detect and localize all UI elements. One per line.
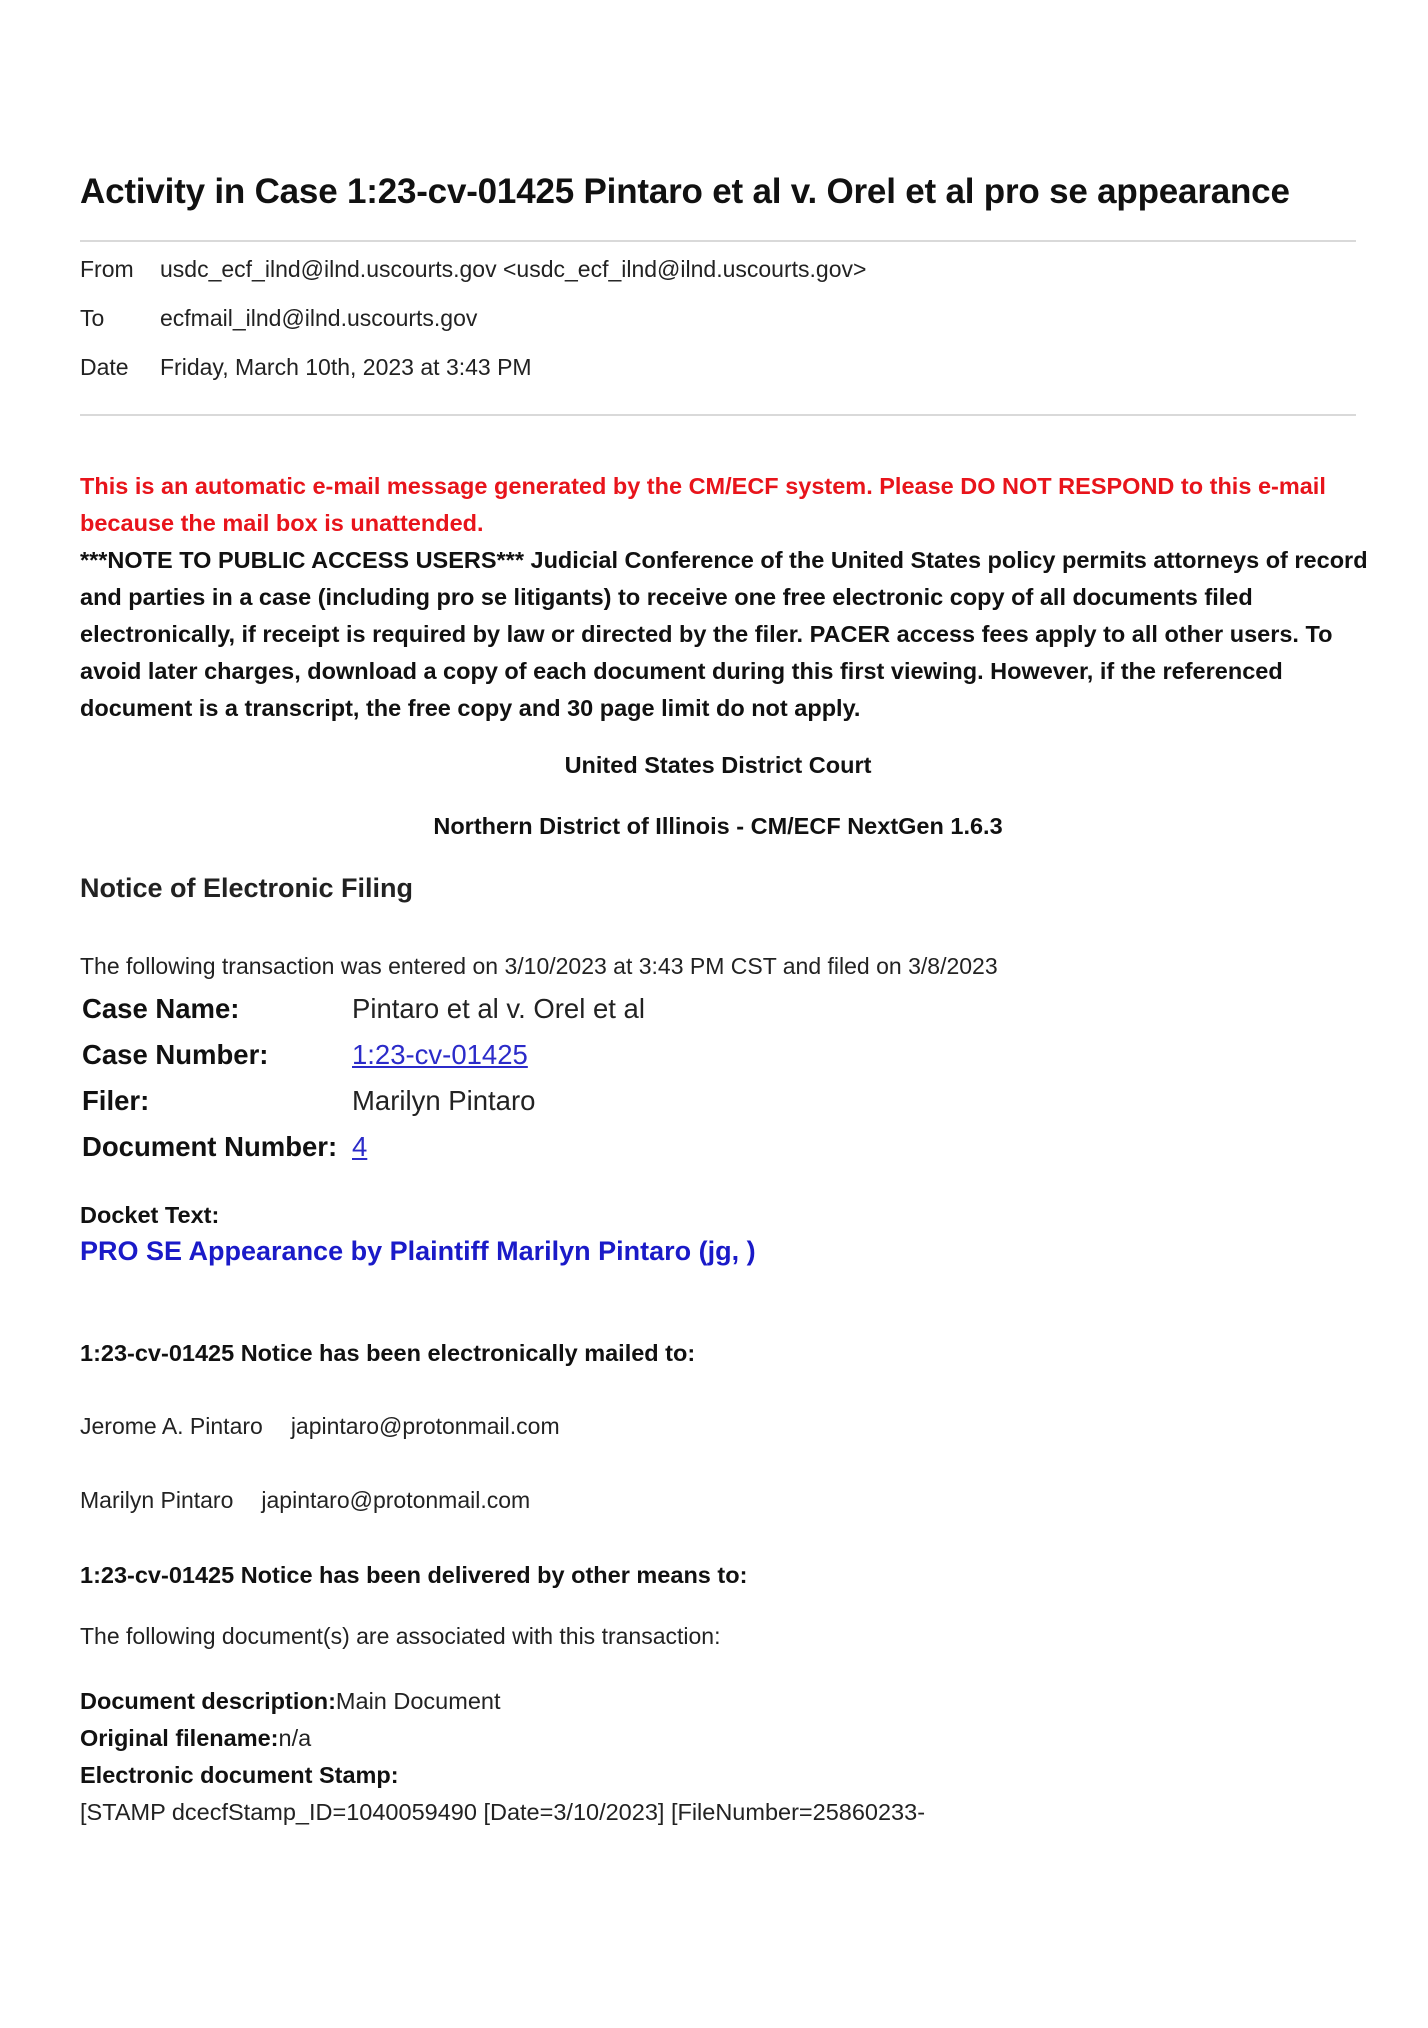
doc-description-row: [80, 1683, 925, 1720]
email-subject: Activity in Case 1:23-cv-01425 Pintaro et al v. Orel et al pro se appearance: [80, 172, 1290, 211]
emailed-to-header: 1:23-cv-01425 Notice has been electronically mailed to:: [80, 1340, 696, 1366]
court-name: United States District Court: [564, 752, 872, 778]
from-label: From: [80, 256, 134, 282]
original-filename-label: Original filename:: [80, 1725, 279, 1751]
doc-description-label: Document description:: [80, 1688, 336, 1714]
header-divider-bottom: [80, 414, 1356, 416]
header-to-row: [80, 305, 477, 332]
date-label: Date: [80, 354, 129, 380]
notice-paragraph: [80, 468, 1370, 727]
transaction-line: The following transaction was entered on 3/10/2023 at 3:43 PM CST and filed on 3/8/2023: [80, 953, 998, 979]
recipient-email: japintaro@protonmail.com: [290, 1413, 560, 1439]
other-means-header: 1:23-cv-01425 Notice has been delivered by other means to:: [80, 1562, 748, 1588]
document-number-row: [80, 1124, 647, 1170]
document-details: [80, 1683, 925, 1831]
header-from-row: [80, 256, 866, 283]
docket-text-label: Docket Text:: [80, 1202, 220, 1228]
document-number-link[interactable]: 4: [352, 1131, 368, 1162]
court-district: Northern District of Illinois - CM/ECF NextGen 1.6.3: [433, 813, 1003, 839]
recipient-email: japintaro@protonmail.com: [261, 1487, 531, 1513]
original-filename-value: n/a: [278, 1725, 312, 1751]
to-label: To: [80, 305, 105, 331]
header-divider-top: [80, 240, 1356, 242]
date-value: Friday, March 10th, 2023 at 3:43 PM: [160, 354, 532, 380]
recipient-name: Jerome A. Pintaro: [80, 1413, 263, 1439]
filer-value: Marilyn Pintaro: [352, 1085, 536, 1116]
case-number-label: Case Number:: [82, 1039, 269, 1070]
header-date-row: [80, 354, 532, 381]
document-number-label: Document Number:: [82, 1131, 338, 1162]
case-info-table: [80, 986, 647, 1170]
filer-row: [80, 1078, 647, 1124]
recipient-name: Marilyn Pintaro: [80, 1487, 234, 1513]
case-name-row: [80, 986, 647, 1032]
recipient-row: [80, 1487, 530, 1514]
case-name-label: Case Name:: [82, 993, 240, 1024]
from-value: usdc_ecf_ilnd@ilnd.uscourts.gov <usdc_ecf_ilnd@ilnd.uscourts.gov>: [160, 256, 867, 282]
case-name-value: Pintaro et al v. Orel et al: [352, 993, 645, 1024]
auto-email-warning: This is an automatic e-mail message generated by the CM/ECF system. Please DO NOT RESPOND to this e-mail because the mail box is unattended.: [80, 473, 1326, 536]
original-filename-row: [80, 1720, 925, 1757]
stamp-value: [STAMP dcecfStamp_ID=1040059490 [Date=3/10/2023] [FileNumber=25860233-: [80, 1799, 926, 1825]
recipient-row: [80, 1413, 560, 1440]
case-number-link[interactable]: 1:23-cv-01425: [352, 1039, 528, 1070]
stamp-label: Electronic document Stamp:: [80, 1762, 399, 1788]
public-access-note: ***NOTE TO PUBLIC ACCESS USERS*** Judicial Conference of the United States policy permits attorneys of record and parties in a case (including pro se litigants) to receive one free electronic copy of all documents filed electronically, if receipt is required by law or directed by the filer. PACER access fees apply to all other users. To avoid later charges, download a copy of each document during this first viewing. However, if the referenced document is a transcript, the free copy and 30 page limit do not apply.: [80, 547, 1368, 721]
doc-description-value: Main Document: [335, 1688, 501, 1714]
filer-label: Filer:: [82, 1085, 150, 1116]
docket-text: PRO SE Appearance by Plaintiff Marilyn Pintaro (jg, ): [80, 1236, 756, 1266]
nef-title: Notice of Electronic Filing: [80, 873, 414, 903]
to-value: ecfmail_ilnd@ilnd.uscourts.gov: [160, 305, 478, 331]
case-number-row: [80, 1032, 647, 1078]
associated-documents-line: The following document(s) are associated with this transaction:: [80, 1623, 721, 1649]
